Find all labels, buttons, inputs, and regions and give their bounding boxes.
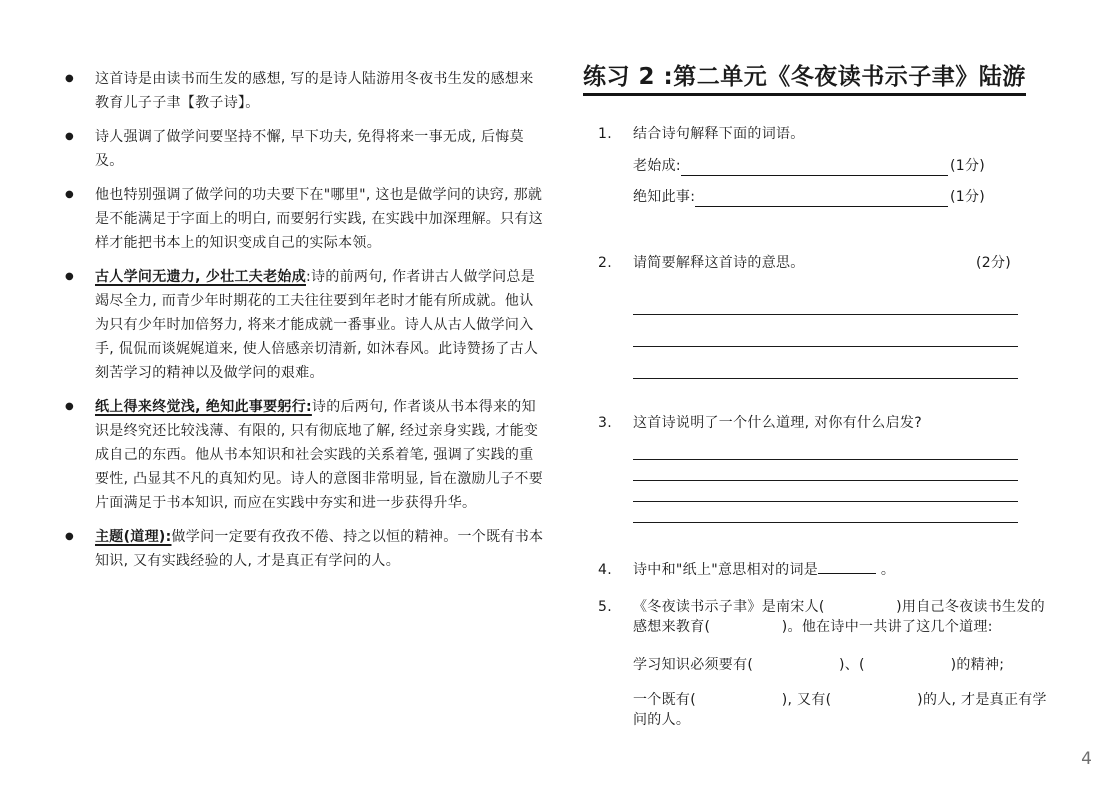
question-body <box>633 597 1049 730</box>
term-label: 老始成: <box>633 158 681 174</box>
fill-in-rows <box>633 156 1049 207</box>
note-bullet <box>65 525 545 573</box>
note-text-block <box>95 67 545 115</box>
bullet-icon: ● <box>65 271 75 282</box>
note-text-block <box>95 183 545 255</box>
note-lead-phrase: 纸上得来终觉浅, 绝知此事要躬行: <box>95 399 312 415</box>
note-bullet <box>65 265 545 385</box>
question-text: 一个既有( ), 又有( )的人, 才是真正有学问的人。 <box>633 692 1047 728</box>
score-label: (1分) <box>949 158 985 174</box>
answer-lines <box>633 283 1018 379</box>
answer-line <box>633 502 1018 523</box>
exercise-column <box>583 63 1049 730</box>
answer-blank <box>818 559 876 574</box>
answer-lines <box>633 439 1018 523</box>
exercise-title: 练习 2 :第二单元《冬夜读书示子聿》陆游 <box>583 63 1026 96</box>
question-text-suffix: 。 <box>876 562 896 578</box>
question-text: 学习知识必须要有( )、( )的精神; <box>633 657 1005 673</box>
question-5 <box>583 597 1049 730</box>
question-text: 请简要解释这首诗的意思。 <box>633 255 805 271</box>
answer-blank <box>695 190 948 207</box>
question-3 <box>583 413 1049 523</box>
fill-in-row <box>633 187 985 207</box>
question-body <box>633 253 1049 379</box>
question-body <box>633 413 1049 523</box>
exercise-title-row <box>583 63 1049 97</box>
question-text: 这首诗说明了一个什么道理, 对你有什么启发? <box>633 415 922 431</box>
answer-blank <box>681 159 948 176</box>
score-label: (1分) <box>949 189 985 205</box>
note-bullet <box>65 183 545 255</box>
question-body <box>633 559 1049 581</box>
note-lead-phrase: 主题(道理): <box>95 529 172 545</box>
question-text-row <box>633 253 1049 273</box>
note-text-block <box>95 395 545 515</box>
answer-line <box>633 347 1018 379</box>
notes-column <box>65 67 545 583</box>
note-text: 他也特别强调了做学问的功夫要下在"哪里", 这也是做学问的诀窍, 那就是不能满足于字面上的明白, 而要躬行实践, 在实践中加深理解。只有这样才能把书本上的知识变成自己的实际本领。 <box>95 187 543 251</box>
answer-line <box>633 481 1018 502</box>
note-text: 诗的后两句, 作者谈从书本得来的知识是终究还比较浅薄、有限的, 只有彻底地了解, 经过亲身实践, 才能变成自己的东西。他从书本知识和社会实践的关系着笔, 强调了实践的重要性, 凸显其不凡的真知灼见。诗人的意图非常明显, 旨在激励儿子不要片面满足于书本知识, 而应在实践中夯实和进一步获得升华。 <box>95 399 543 511</box>
answer-line <box>633 439 1018 460</box>
question-4 <box>583 559 1049 581</box>
note-bullet <box>65 125 545 173</box>
note-lead-phrase: 古人学问无遗力, 少壮工夫老始成 <box>95 269 306 285</box>
bullet-icon: ● <box>65 401 75 412</box>
note-text-block <box>95 125 545 173</box>
bullet-icon: ● <box>65 73 75 84</box>
note-text: 这首诗是由读书而生发的感想, 写的是诗人陆游用冬夜书生发的感想来教育儿子子聿【教子诗】。 <box>95 71 534 111</box>
question-body <box>633 124 1049 218</box>
bullet-icon: ● <box>65 189 75 200</box>
answer-line <box>633 460 1018 481</box>
fill-in-row <box>633 156 985 176</box>
question-text: 结合诗句解释下面的词语。 <box>633 126 805 142</box>
bullet-icon: ● <box>65 531 75 542</box>
note-text: 诗人强调了做学问要坚持不懈, 早下功夫, 免得将来一事无成, 后悔莫及。 <box>95 129 524 169</box>
answer-line <box>633 315 1018 347</box>
question-number: 4. <box>598 562 612 578</box>
question-number: 3. <box>598 415 612 431</box>
term-label: 绝知此事: <box>633 189 696 205</box>
question-number: 5. <box>598 599 612 615</box>
note-bullet <box>65 395 545 515</box>
note-text: 做学问一定要有孜孜不倦、持之以恒的精神。一个既有书本知识, 又有实践经验的人, 才是真正有学问的人。 <box>95 529 544 569</box>
question-1 <box>583 124 1049 218</box>
question-text: 诗中和"纸上"意思相对的词是 <box>633 562 819 578</box>
note-text-block <box>95 265 545 385</box>
note-bullet <box>65 67 545 115</box>
note-text-block <box>95 525 545 573</box>
question-number: 1. <box>598 126 612 142</box>
note-text: :诗的前两句, 作者讲古人做学问总是竭尽全力, 而青少年时期花的工夫往往要到年老时才能有所成就。他认为只有少年时加倍努力, 将来才能成就一番事业。诗人从古人做学问入手, 侃侃而谈娓娓道来, 使人倍感亲切清新, 如沐春风。此诗赞扬了古人刻苦学习的精神以及做学问的艰难。 <box>95 269 539 381</box>
answer-line <box>633 283 1018 315</box>
score-label: (2分) <box>975 255 1011 271</box>
page-number: 4 <box>1081 749 1092 769</box>
question-text: 《冬夜读书示子聿》是南宋人( )用自己冬夜读书生发的感想来教育( )。他在诗中一共讲了这几个道理: <box>633 599 1045 635</box>
question-2 <box>583 253 1049 379</box>
bullet-icon: ● <box>65 131 75 142</box>
question-number: 2. <box>598 255 612 271</box>
